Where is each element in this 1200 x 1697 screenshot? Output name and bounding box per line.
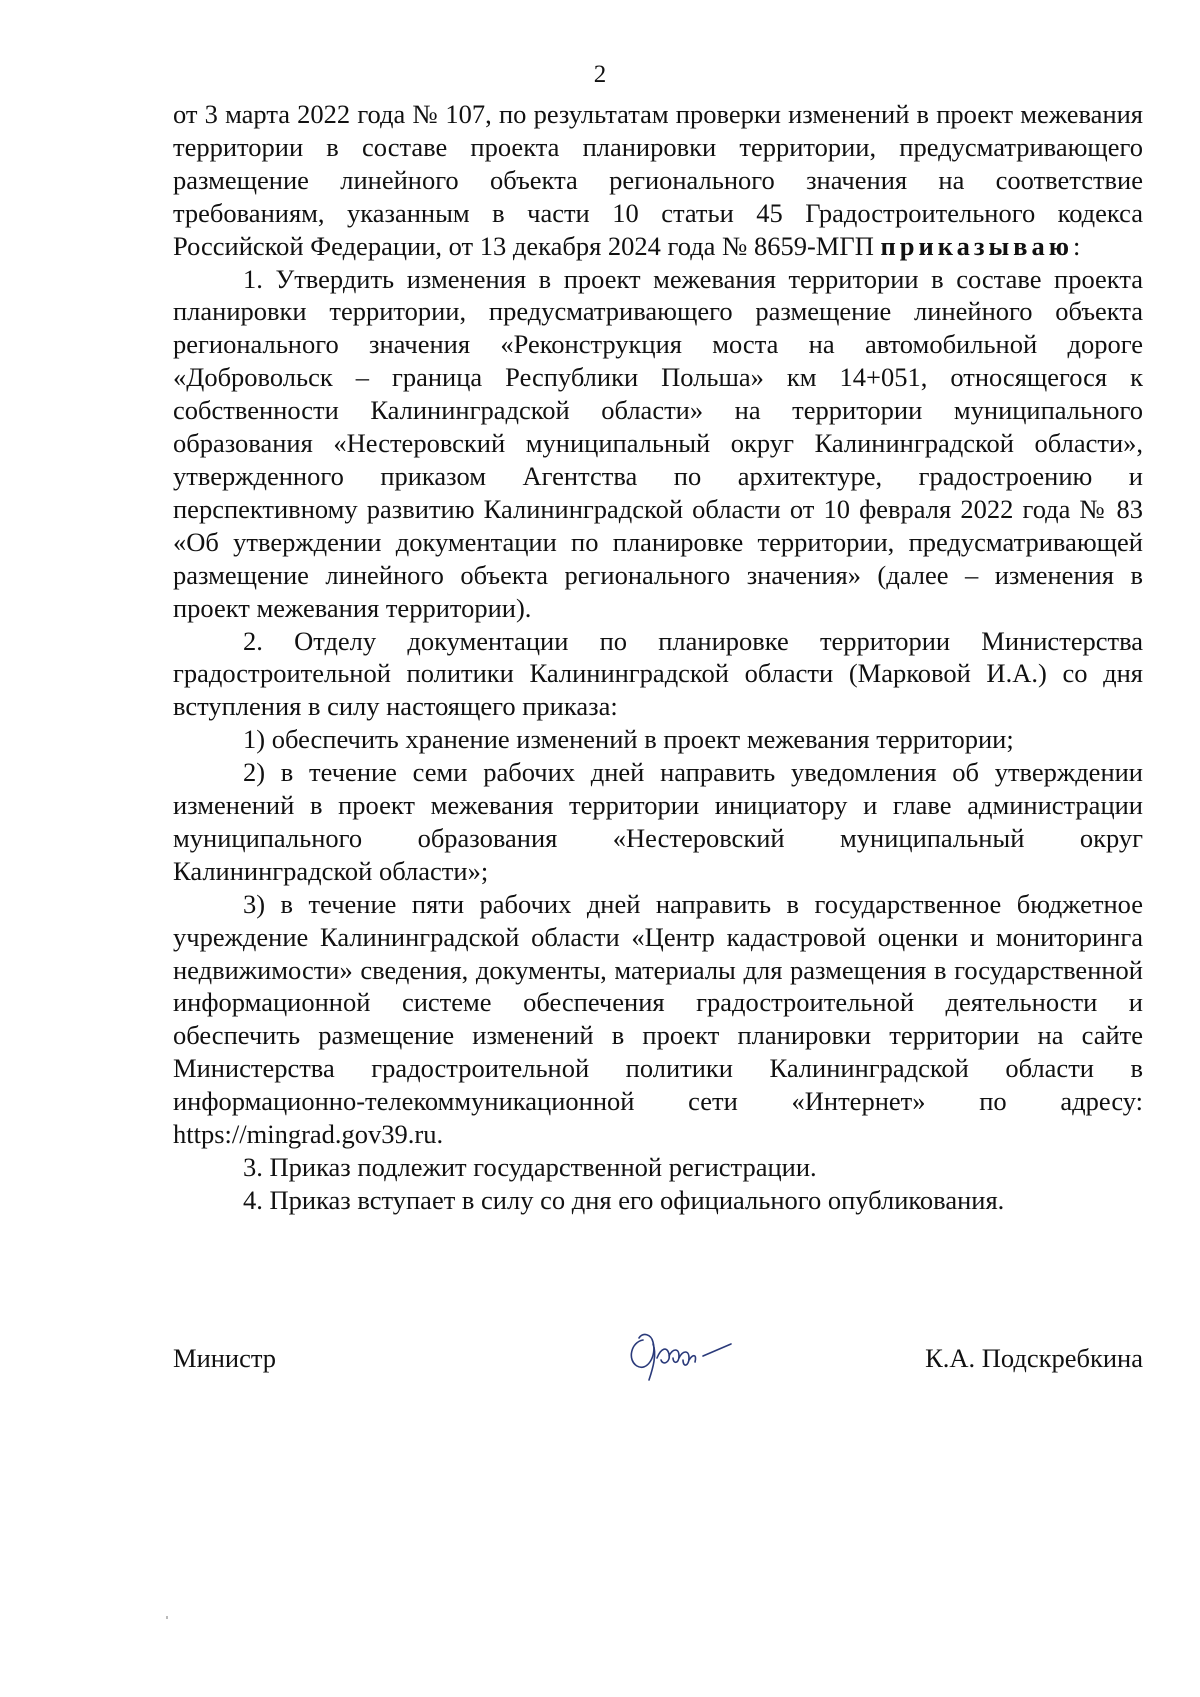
intro-text: от 3 марта 2022 года № 107, по результатам проверки изменений в проект межевания территории в составе проекта планировки территории, предусматривающего размещение линейного объекта регионального значения на соответствие требованиям, указанным в части 10 статьи 45 Градостроительного кодекса Российской Федерации, от 13 декабря 2024 года № 8659-МГП — [173, 99, 1143, 261]
paragraph-1: 1. Утвердить изменения в проект межевания территории в составе проекта планировки территории, предусматривающего размещение линейного объекта регионального значения «Реконструкция моста на автомобильной дороге «Добровольск – граница Республики Польша» км 14+051, относящегося к собственности Калининградской области» на территории муниципального образования «Нестеровский муниципальный округ Калининградской области», утвержденного приказом Агентства по архитектуре, градостроению и перспективному развитию Калининградской области от 10 февраля 2022 года № 83 «Об утверждении документации по планировке территории, предусматривающей размещение линейного объекта регионального значения» (далее – изменения в проект межевания территории). — [173, 263, 1143, 623]
handwritten-signature — [613, 1320, 743, 1390]
paragraph-4: 4. Приказ вступает в силу со дня его официального опубликования. — [243, 1184, 1005, 1215]
order-body — [173, 98, 1143, 1217]
order-word: приказываю — [880, 230, 1073, 261]
signature-block — [173, 1342, 1143, 1402]
paragraph-2: 2. Отделу документации по планировке территории Министерства градостроительной политики Калининградской области (Марковой И.А.) со дня вступления в силу настоящего приказа: — [173, 625, 1143, 722]
paragraph-2-1: 1) обеспечить хранение изменений в проект межевания территории; — [243, 724, 1014, 755]
signatory-name: К.А. Подскребкина — [925, 1343, 1143, 1373]
signatory-title: Министр — [173, 1343, 277, 1373]
page-number: 2 — [593, 61, 607, 88]
intro-colon: : — [1073, 230, 1081, 261]
intro-paragraph — [173, 98, 1143, 263]
paragraph-2-2: 2) в течение семи рабочих дней направить уведомления об утверждении изменений в проект межевания территории инициатору и главе администрации муниципального образования «Нестеровский муниципальный округ Калининградской области»; — [173, 757, 1143, 886]
scan-speck — [166, 1616, 168, 1619]
paragraph-2-3: 3) в течение пяти рабочих дней направить в государственное бюджетное учреждение Калининградской области «Центр кадастровой оценки и мониторинга недвижимости» сведения, документы, материалы для размещения в государственной информационной системе обеспечения градостроительной деятельности и обеспечить размещение изменений в проект планировки территории на сайте Министерства градостроительной политики Калининградской области в информационно-телекоммуникационной сети «Интернет» по адресу: https://mingrad.gov39.ru. — [173, 888, 1143, 1150]
paragraph-3: 3. Приказ подлежит государственной регистрации. — [243, 1152, 817, 1182]
